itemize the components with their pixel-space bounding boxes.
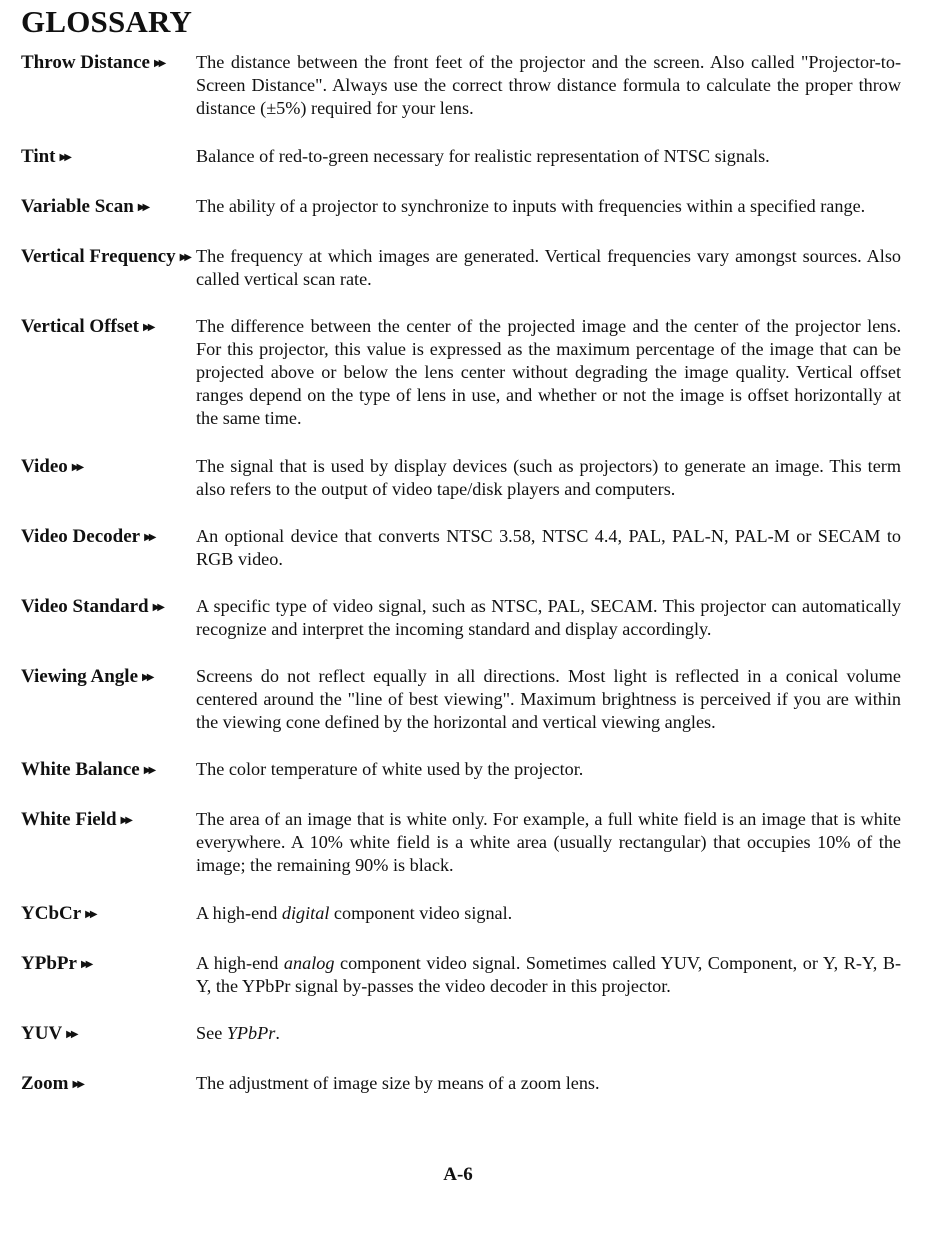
page-number: A-6	[443, 1164, 473, 1185]
glossary-definition: The color temperature of white used by the projector.	[196, 759, 584, 779]
glossary-definition: The signal that is used by display devices (such as projectors) to generate an image. This term also refers to the output of video tape/disk players and computers.	[196, 456, 901, 499]
glossary-term: Zoom	[21, 1073, 69, 1094]
glossary-term: Video	[21, 456, 68, 477]
glossary-entry	[21, 195, 901, 221]
glossary-term: YUV	[21, 1023, 63, 1044]
glossary-entry	[21, 245, 901, 291]
glossary-entry	[21, 902, 901, 928]
glossary-definition: The area of an image that is white only. For example, a full white field is an image that is white everywhere. A 10% white field is a white area (usually rectangular) that occupies 10% of the image; the remaining 90% is black.	[196, 809, 901, 875]
glossary-term: Video Decoder	[21, 526, 141, 547]
glossary-definition: A high-end analog component video signal. Sometimes called YUV, Component, or Y, R-Y, B-Y, the YPbPr signal by-passes the video decoder in this projector.	[196, 953, 902, 996]
glossary-entry	[21, 1072, 901, 1098]
glossary-term: Video Standard	[21, 596, 149, 617]
glossary-entry	[21, 808, 901, 877]
double-play-arrow-icon: ▶▶	[143, 765, 154, 776]
glossary-entry	[21, 525, 901, 571]
glossary-term: Viewing Angle	[21, 666, 138, 687]
glossary-term: Throw Distance	[21, 52, 150, 73]
glossary-entry	[21, 665, 901, 734]
double-play-arrow-icon: ▶▶	[71, 462, 82, 473]
double-play-arrow-icon: ▶▶	[144, 532, 154, 543]
glossary-definition: Screens do not reflect equally in all directions. Most light is reflected in a conical volume centered around the "line of best viewing". Maximum brightness is perceived if you are within the viewing cone defined by the horizontal and vertical viewing angles.	[196, 666, 901, 732]
glossary-definition: The distance between the front feet of the projector and the screen. Also called "Projector-to-Screen Distance". Always use the correct throw distance formula to calculate the proper throw distance (±5%) required for your lens.	[196, 52, 901, 118]
double-play-arrow-icon: ▶▶	[59, 152, 69, 163]
glossary-definition: A specific type of video signal, such as NTSC, PAL, SECAM. This projector can automatically recognize and interpret the incoming standard and display accordingly.	[196, 596, 901, 639]
glossary-list	[21, 51, 901, 1098]
glossary-entry	[21, 455, 901, 501]
glossary-definition: The difference between the center of the projected image and the center of the projector lens. For this projector, this value is expressed as the maximum percentage of the image that can be projected above or below the lens center without degrading the image quality. Vertical offset ranges depend on the type of lens in use, and whether or not the image is offset horizontally at the same time.	[196, 316, 901, 428]
glossary-term: Vertical Offset	[21, 316, 139, 337]
glossary-term: Variable Scan	[21, 196, 134, 217]
glossary-entry	[21, 595, 901, 641]
glossary-term: White Field	[21, 809, 117, 830]
glossary-term: Tint	[21, 146, 56, 167]
glossary-term: YPbPr	[21, 953, 77, 974]
double-play-arrow-icon: ▶▶	[120, 815, 130, 826]
double-play-arrow-icon: ▶▶	[179, 252, 189, 263]
glossary-entry	[21, 758, 901, 784]
double-play-arrow-icon: ▶▶	[85, 909, 95, 920]
glossary-definition: See YPbPr.	[196, 1023, 280, 1043]
glossary-definition: An optional device that converts NTSC 3.58, NTSC 4.4, PAL, PAL-N, PAL-M or SECAM to RGB video.	[196, 526, 901, 569]
glossary-definition: The frequency at which images are generated. Vertical frequencies vary amongst sources. Also called vertical scan rate.	[196, 246, 901, 289]
glossary-entry	[21, 145, 901, 171]
glossary-entry	[21, 952, 901, 998]
double-play-arrow-icon: ▶▶	[153, 58, 164, 69]
double-play-arrow-icon: ▶▶	[66, 1029, 76, 1040]
glossary-entry	[21, 315, 901, 430]
double-play-arrow-icon: ▶▶	[137, 202, 148, 213]
glossary-definition: Balance of red-to-green necessary for realistic representation of NTSC signals.	[196, 146, 770, 166]
double-play-arrow-icon: ▶▶	[80, 959, 91, 970]
glossary-definition: A high-end digital component video signal.	[196, 903, 513, 923]
glossary-term: YCbCr	[21, 903, 82, 924]
page-title: GLOSSARY	[21, 4, 193, 39]
double-play-arrow-icon: ▶▶	[72, 1079, 82, 1090]
glossary-entry	[21, 51, 901, 120]
double-play-arrow-icon: ▶▶	[143, 322, 153, 333]
glossary-definition: The adjustment of image size by means of a zoom lens.	[196, 1073, 600, 1093]
glossary-entry	[21, 1022, 901, 1048]
double-play-arrow-icon: ▶▶	[152, 602, 162, 613]
double-play-arrow-icon: ▶▶	[142, 672, 152, 683]
glossary-definition: The ability of a projector to synchronize to inputs with frequencies within a specified range.	[196, 196, 866, 216]
glossary-term: White Balance	[21, 759, 140, 780]
glossary-term: Vertical Frequency	[21, 246, 176, 267]
